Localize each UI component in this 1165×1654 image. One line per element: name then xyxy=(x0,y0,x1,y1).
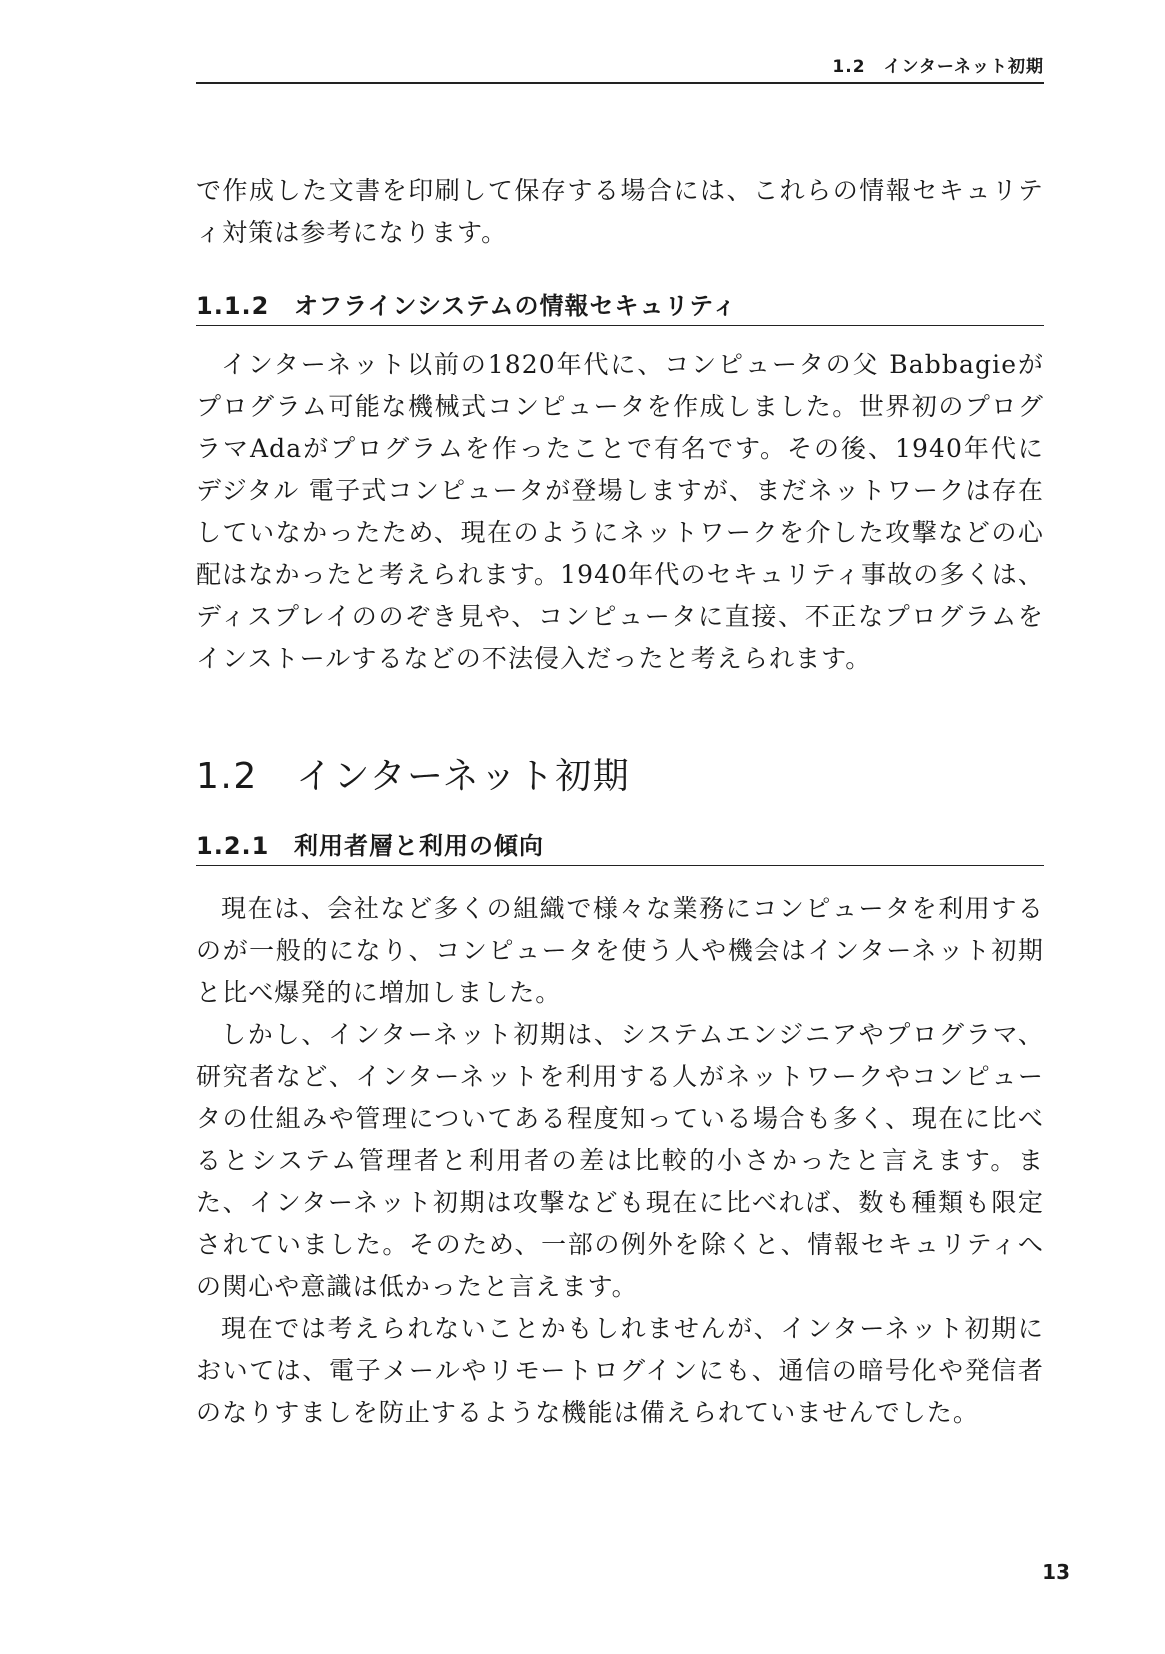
running-head: 1.2 インターネット初期 xyxy=(196,56,1044,84)
page-body xyxy=(196,170,1044,1434)
body-paragraph: 現在では考えられないことかもしれませんが、インターネット初期においては、電子メールやリモートログインにも、通信の暗号化や発信者のなりすましを防止するような機能は備えられていませんでした。 xyxy=(196,1314,1044,1427)
subsection-heading-1-2-1 xyxy=(196,826,1044,866)
section-number: 1.2 xyxy=(196,756,258,797)
section-heading-1-2 xyxy=(196,752,1044,802)
body-paragraph: インターネット以前の1820年代に、コンピュータの父 Babbagieがプログラム可能な機械式コンピュータを作成しました。世界初のプログラマAdaがプログラムを作ったことで有名です。その後、1940年代にデジタル 電子式コンピュータが登場しますが、まだネットワークは存在していなかったため、現在のようにネットワークを介した攻撃などの心配はなかったと考えられます。1940年代のセキュリティ事故の多くは、ディスプレイののぞき見や、コンピュータに直接、不正なプログラムをインストールするなどの不法侵入だったと考えられます。 xyxy=(196,350,1044,673)
section-title: インターネット初期 xyxy=(296,756,631,797)
page-number: 13 xyxy=(1042,1560,1070,1584)
subsection-number: 1.1.2 xyxy=(196,292,270,320)
subsection-heading-1-1-2 xyxy=(196,286,1044,326)
intro-paragraph: で作成した文書を印刷して保存する場合には、これらの情報セキュリティ対策は参考になります。 xyxy=(196,176,1044,247)
subsection-title: 利用者層と利用の傾向 xyxy=(294,832,544,860)
subsection-number: 1.2.1 xyxy=(196,832,270,860)
subsection-title: オフラインシステムの情報セキュリティ xyxy=(294,292,738,320)
body-paragraph: しかし、インターネット初期は、システムエンジニアやプログラマ、研究者など、インターネットを利用する人がネットワークやコンピュータの仕組みや管理についてある程度知っている場合も多く、現在に比べるとシステム管理者と利用者の差は比較的小さかったと言えます。また、インターネット初期は攻撃なども現在に比べれば、数も種類も限定されていました。そのため、一部の例外を除くと、情報セキュリティへの関心や意識は低かったと言えます。 xyxy=(196,1020,1044,1301)
body-paragraph: 現在は、会社など多くの組織で様々な業務にコンピュータを利用するのが一般的になり、コンピュータを使う人や機会はインターネット初期と比べ爆発的に増加しました。 xyxy=(196,894,1044,1007)
